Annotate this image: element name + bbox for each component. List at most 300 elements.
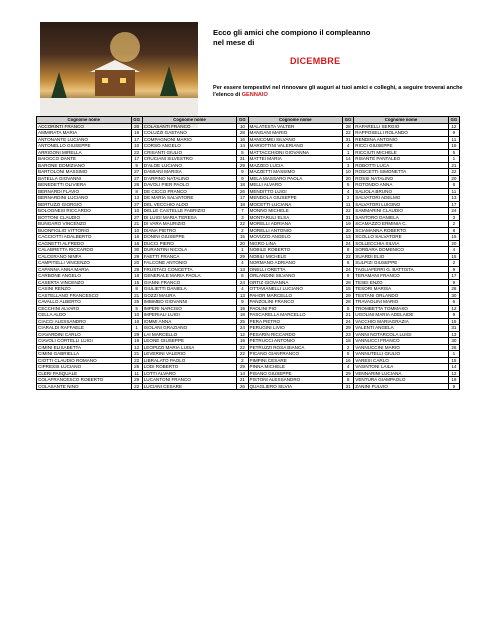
member-name: FRUSTACI CONCETTA [142, 266, 237, 273]
birthday-day: 14 [237, 370, 248, 377]
member-name: RISANTE PANTALEO [354, 156, 449, 163]
member-name: DI LUIGI MARIA TERESA [142, 214, 237, 221]
member-name: DUCCI PIERO [142, 240, 237, 247]
birthday-day: 17 [448, 201, 459, 208]
birthday-day: 10 [131, 208, 142, 215]
member-name: LAI MARCELLO [142, 331, 237, 338]
member-name: GENERALE MARIA PAOLA [142, 273, 237, 280]
member-name: LUCIANI CESARE [142, 383, 237, 390]
member-name: MAZZETTI MASSIMO [248, 169, 343, 176]
birthday-day: 12 [448, 370, 459, 377]
member-name: SAMMARINI CLAUDIO [354, 208, 449, 215]
member-name: BAIOCCO DANTE [37, 156, 132, 163]
member-name: CAMPITELLI VINCENZO [37, 260, 132, 267]
member-name: CELLA ALDO [37, 312, 132, 319]
member-name: MELLI ALVARO [248, 182, 343, 189]
member-name: CALCERANO NINFA [37, 253, 132, 260]
birthday-day: 20 [343, 175, 354, 182]
birthday-day: 24 [343, 240, 354, 247]
birthday-day: 9 [448, 266, 459, 273]
birthday-day: 15 [448, 143, 459, 150]
birthday-day: 15 [448, 234, 459, 241]
member-name: ROTONDO ANNA [354, 182, 449, 189]
member-name: TESTANI ORLANDO [354, 292, 449, 299]
member-name: PETRUCCI ANTONIO [248, 338, 343, 345]
member-name: IMBIMBO GIOVANNI [142, 299, 237, 306]
birthday-day: 15 [237, 234, 248, 241]
tree-right [160, 66, 178, 96]
birthday-day: 15 [448, 318, 459, 325]
member-name: BERTUZZI GIORGIO [37, 201, 132, 208]
member-name: BUNGARO VINCENZO [37, 221, 132, 228]
member-name: D'ALOE LUCIANO [142, 162, 237, 169]
birthday-day: 18 [343, 338, 354, 345]
member-name: CAVALLO ALBERTO [37, 299, 132, 306]
column-header-day: GG [237, 117, 248, 124]
member-name: IMPERI NARCISO [142, 305, 237, 312]
birthday-day: 20 [131, 260, 142, 267]
birthday-day: 22 [131, 357, 142, 364]
member-name: SALIOLA BRUNO [354, 188, 449, 195]
member-name: DIANA PIETRO [142, 227, 237, 234]
birthday-day: 8 [131, 188, 142, 195]
member-name: CAPANNA ANNA MARIA [37, 266, 132, 273]
member-name: MONTARULI ELSA [248, 214, 343, 221]
column-header-day: GG [448, 117, 459, 124]
birthday-day: 28 [448, 286, 459, 293]
birthday-day: 8 [343, 247, 354, 254]
birthday-day: 1 [237, 247, 248, 254]
birthday-day: 21 [448, 162, 459, 169]
member-name: QUAGLIERO SILVIA [248, 383, 343, 390]
birthday-day: 8 [343, 377, 354, 384]
member-name: UGOLINI MARIA ADELAIDE [354, 312, 449, 319]
birthday-table [36, 116, 460, 390]
birthday-day: 1 [448, 351, 459, 358]
member-name: VALENTI ANGELA [354, 325, 449, 332]
birthday-day: 13 [448, 195, 459, 202]
birthday-day: 10 [131, 143, 142, 150]
member-name: DAMIANI MARISA [142, 169, 237, 176]
member-name: CIPRESSI LUCIANO [37, 364, 132, 371]
birthday-day: 25 [237, 318, 248, 325]
member-name: DEL VECCHIO ALDO [142, 201, 237, 208]
birthday-day: 2 [448, 260, 459, 267]
member-name: SCAMAZZO ERMINIA C. [354, 221, 449, 228]
birthday-day: 5 [343, 305, 354, 312]
birthday-day: 4 [237, 260, 248, 267]
birthday-day: 28 [237, 130, 248, 137]
birthday-day: 2 [237, 227, 248, 234]
member-name: DURANTINI NICOLA [142, 247, 237, 254]
birthday-day: 15 [448, 253, 459, 260]
member-name: VANNUCCI FRANCO [354, 338, 449, 345]
moon-glow [110, 32, 140, 62]
birthday-day: 17 [131, 156, 142, 163]
birthday-day: 21 [343, 312, 354, 319]
birthday-day: 26 [131, 182, 142, 189]
birthday-day: 29 [237, 364, 248, 371]
member-name: BOTTONI CLAUDIO [37, 214, 132, 221]
member-name: SCIAMANNA ROBERTO [354, 227, 449, 234]
birthday-day: 31 [448, 325, 459, 332]
birthday-day: 15 [343, 286, 354, 293]
birthday-day: 11 [343, 201, 354, 208]
birthday-day: 9 [237, 299, 248, 306]
birthday-day: 17 [448, 273, 459, 280]
birthday-day: 13 [343, 234, 354, 241]
birthday-day: 1 [343, 149, 354, 156]
birthday-day: 22 [448, 169, 459, 176]
member-name: BERNARDI FLAVIO [37, 188, 132, 195]
birthday-day: 19 [343, 221, 354, 228]
member-name: PAHOR MARCELLO [248, 292, 343, 299]
birthday-day: 9 [131, 162, 142, 169]
member-name: SCOLLO SALVATORE [354, 234, 449, 241]
birthday-day: 15 [131, 279, 142, 286]
birthday-day: 16 [343, 357, 354, 364]
birthday-day: 11 [448, 188, 459, 195]
member-name: DE MARIA SALVATORE [142, 195, 237, 202]
member-name: PERUGINI LIVIO [248, 325, 343, 332]
member-name: MENDOLA GIUSEPPE [248, 195, 343, 202]
birthday-day: 30 [131, 247, 142, 254]
member-name: VENNARINI LUCIANA [354, 370, 449, 377]
birthday-day: 31 [237, 156, 248, 163]
birthday-day: 19 [131, 130, 142, 137]
column-header-name: Cognome nome [354, 117, 449, 124]
table-row [37, 383, 460, 390]
member-name: GIANNI FRANCO [142, 279, 237, 286]
birthday-day: 14 [448, 364, 459, 371]
member-name: ANTONELLO GIUSEPPE [37, 143, 132, 150]
birthday-day: 30 [448, 338, 459, 345]
member-name: ORLANDINI SILVANO [248, 273, 343, 280]
birthday-day: 20 [448, 240, 459, 247]
member-name: CASINI RENZO [37, 286, 132, 293]
column-header-day: GG [131, 117, 142, 124]
birthday-day: 19 [237, 305, 248, 312]
birthday-day: 5 [237, 149, 248, 156]
birthday-day: 29 [131, 331, 142, 338]
member-name: CLERI PASQUALE [37, 370, 132, 377]
member-name: ARRIGONI MIRELLA [37, 149, 132, 156]
member-name: VACCHIO MARIAGRAZIA [354, 318, 449, 325]
birthday-day: 12 [448, 123, 459, 130]
birthday-day: 13 [448, 331, 459, 338]
member-name: LEOPIZZI MARIA LUISA [142, 344, 237, 351]
member-name: TESEI ENZO [354, 279, 449, 286]
column-header-name: Cognome nome [142, 117, 237, 124]
birthday-day: 20 [131, 123, 142, 130]
birthday-day: 29 [343, 325, 354, 332]
birthday-day: 31 [343, 214, 354, 221]
info-note [213, 85, 483, 99]
birthday-day: 6 [448, 299, 459, 306]
member-name: TROMBETTA TOMMASO [354, 305, 449, 312]
member-name: CIOTTI CLAUDIO ROMANO [37, 357, 132, 364]
birthday-day: 13 [237, 292, 248, 299]
member-name: BARTOLONI MASSIMO [37, 169, 132, 176]
birthday-day: 6 [237, 273, 248, 280]
birthday-day: 16 [131, 234, 142, 241]
birthday-day: 25 [131, 299, 142, 306]
birthday-day: 19 [237, 338, 248, 345]
birthday-day: 5 [343, 351, 354, 358]
birthday-day: 24 [237, 325, 248, 332]
birthday-day: 5 [343, 182, 354, 189]
member-name: TAGLIAFERRI G. BATTISTA [354, 266, 449, 273]
member-name: BUONFIGLIO VITTORIO [37, 227, 132, 234]
member-name: PAOLINI PIO [248, 305, 343, 312]
birthday-day: 11 [448, 136, 459, 143]
birthday-day: 7 [237, 208, 248, 215]
member-name: TERAMANI FRANCO [354, 273, 449, 280]
birthday-day: 22 [237, 344, 248, 351]
member-name: PERA PIETRO [248, 318, 343, 325]
column-header-name: Cognome nome [37, 117, 132, 124]
birthday-day: 21 [131, 292, 142, 299]
member-name: DE CICCO FRANCO [142, 188, 237, 195]
member-name: ROSCETTI SIMONETTA [354, 169, 449, 176]
birthday-day: 9 [237, 175, 248, 182]
member-name: DI VARA MAURIZIO [142, 221, 237, 228]
member-name: DELLE CASTELLE FABRIZIO [142, 208, 237, 215]
member-name: COLAFRANCESCO ROBERTO [37, 377, 132, 384]
birthday-day: 10 [131, 227, 142, 234]
birthday-day: 4 [343, 143, 354, 150]
member-name: ONELLI ORETTA [248, 266, 343, 273]
birthday-day: 15 [448, 357, 459, 364]
birthday-day: 26 [448, 344, 459, 351]
member-name: CRISANTI GIULIO [142, 149, 237, 156]
birthday-day: 10 [343, 169, 354, 176]
member-name: IMPERIALI LUIGI [142, 312, 237, 319]
birthday-day: 30 [343, 227, 354, 234]
member-name: BENEDETTI OLIVIERA [37, 182, 132, 189]
birthday-day: 5 [131, 305, 142, 312]
member-name: MATTEI MARIA [248, 156, 343, 163]
member-name: MORELLI ADRIANA [248, 221, 343, 228]
birthday-day: 16 [131, 318, 142, 325]
birthday-day: 6 [343, 260, 354, 267]
birthday-day: 21 [237, 377, 248, 384]
birthday-day: 4 [343, 188, 354, 195]
member-name: LOTTI ALVARO [142, 370, 237, 377]
member-name: NIGRO LINA [248, 240, 343, 247]
birthday-day: 20 [448, 175, 459, 182]
member-name: PISTONI ALESSANDRO [248, 377, 343, 384]
birthday-day: 22 [343, 130, 354, 137]
member-name: NORMANO ADRIANO [248, 260, 343, 267]
birthday-day: 4 [448, 247, 459, 254]
member-name: MATTACCHIONI GIOVANNA [248, 149, 343, 156]
christmas-village-photo [40, 22, 198, 128]
member-name: SALVATORI ADELMO [354, 195, 449, 202]
member-name: COLUZZI GAETANO [142, 130, 237, 137]
birthday-day: 24 [343, 318, 354, 325]
member-name: SUARDI ELIO [354, 253, 449, 260]
member-name: BATELLA GIOVANNI [37, 175, 132, 182]
member-name: CACCIOTTI ADALBERTO [37, 234, 132, 241]
member-name: TRAVAGLINI MARIO [354, 299, 449, 306]
member-name: LIBRALATO PAOLO [142, 357, 237, 364]
member-name: CASTELLANO FRANCESCO [37, 292, 132, 299]
member-name: CAGNETTI ALFREDO [37, 240, 132, 247]
member-name: PIMPINI CESARE [248, 357, 343, 364]
birthday-day: 9 [448, 130, 459, 137]
house [95, 70, 135, 96]
birthday-day: 12 [131, 344, 142, 351]
member-name: DAVOLI PIER PAOLO [142, 182, 237, 189]
birthday-day: 2 [237, 357, 248, 364]
birthday-day: 29 [131, 377, 142, 384]
member-name: RICCIUTI MICHELE [354, 149, 449, 156]
birthday-day: 1 [131, 325, 142, 332]
member-name: CECCHINI ALVARO [37, 305, 132, 312]
member-name: CIACCI ALESSANDRO [37, 318, 132, 325]
member-name: MOVIZZO ANGELO [248, 234, 343, 241]
member-name: VARESI CARLO [354, 357, 449, 364]
birthday-day: 27 [131, 175, 142, 182]
birthday-day: 23 [343, 331, 354, 338]
birthday-day: 8 [448, 227, 459, 234]
birthday-day: 5 [448, 149, 459, 156]
member-name: FALCONE ANTONIO [142, 260, 237, 267]
birthday-day: 18 [131, 273, 142, 280]
birthday-day: 3 [448, 214, 459, 221]
member-name: COMPAGNONI MARIO [142, 136, 237, 143]
birthday-day: 9 [448, 279, 459, 286]
member-name: BERNARDINI LUCIANO [37, 195, 132, 202]
birthday-day: 24 [448, 208, 459, 215]
member-name: RENDINA ANTONIO [354, 136, 449, 143]
birthday-day: 14 [237, 143, 248, 150]
member-name: CRUCIANI SILVESTRO [142, 156, 237, 163]
birthday-day: 3 [237, 214, 248, 221]
member-name: LUCANTONI FRANCO [142, 377, 237, 384]
birthday-day: 22 [131, 149, 142, 156]
birthday-day: 17 [237, 195, 248, 202]
birthday-day: 22 [237, 351, 248, 358]
birthday-day: 24 [343, 266, 354, 273]
member-name: DONINI GIUSEPPE [142, 234, 237, 241]
member-name: CIAVOLI CORTELLI LUIGI [37, 338, 132, 345]
member-name: VASINTONI LAILA [354, 364, 449, 371]
birthday-day: 13 [237, 266, 248, 273]
birthday-day: 22 [131, 383, 142, 390]
headline-line1: Ecco gli amici che compiono il compleanno [213, 28, 371, 37]
member-name: ROBOTTI LUCA [354, 162, 449, 169]
member-name: BARONE DOMIZIANO [37, 162, 132, 169]
birthday-day: 24 [237, 279, 248, 286]
member-name: IOMMI ANNA [142, 318, 237, 325]
member-name: D'ARPINO NATALINO [142, 175, 237, 182]
birthday-day: 27 [131, 201, 142, 208]
member-name: CIAVARDINI CARLO [37, 331, 132, 338]
member-name: PISANO GIUSEPPE [248, 370, 343, 377]
member-name: MONNO MICHELE [248, 208, 343, 215]
member-name: MENDITTO LUIGI [248, 188, 343, 195]
member-name: BOLOGNESI RICCARDO [37, 208, 132, 215]
member-name: RICCI GIUSEPPE [354, 143, 449, 150]
member-name: RAPPOSELLI ROLANDO [354, 130, 449, 137]
birthday-day: 2 [343, 195, 354, 202]
member-name: LODI ROBERTO [142, 364, 237, 371]
birthday-day: 31 [343, 383, 354, 390]
birthday-day: 29 [237, 162, 248, 169]
headline [213, 28, 463, 48]
birthday-day: 28 [343, 279, 354, 286]
month-title: DICEMBRE [290, 56, 341, 66]
member-name: MALATESTA VALTER [248, 123, 343, 130]
member-name: VANNUCCINI MARIO [354, 344, 449, 351]
birthday-day: 26 [237, 383, 248, 390]
birthday-day: 4 [343, 364, 354, 371]
member-name: COLASANTI FRANCO [142, 123, 237, 130]
member-name: MANGANI MARIO [248, 130, 343, 137]
birthday-day: 13 [131, 195, 142, 202]
birthday-day: 18 [237, 182, 248, 189]
member-name: NOBILI MICHELE [248, 253, 343, 260]
member-name: CIMINI GABRIELLA [37, 351, 132, 358]
birthday-day: 9 [448, 383, 459, 390]
house-window [120, 78, 126, 83]
birthday-day: 22 [237, 221, 248, 228]
birthday-day: 30 [448, 292, 459, 299]
birthday-day: 12 [448, 305, 459, 312]
member-name: CIMINI ELISABETTA [37, 344, 132, 351]
birthday-day: 20 [237, 240, 248, 247]
birthday-day: 9 [448, 312, 459, 319]
birthday-day: 18 [237, 201, 248, 208]
member-name: PASCARELLA MARCELLO [248, 312, 343, 319]
member-name: SANTORO DANIELA [354, 214, 449, 221]
member-name: RAPARELLI SERGIO [354, 123, 449, 130]
birthday-day: 26 [237, 188, 248, 195]
member-name: COLASANTE NINO [37, 383, 132, 390]
member-name: PESARIN RICCARDO [248, 331, 343, 338]
birthday-day: 2 [343, 344, 354, 351]
birthday-day: 10 [237, 123, 248, 130]
member-name: NOBILE ROBERTO [248, 247, 343, 254]
member-name: PINNA MICHELE [248, 364, 343, 371]
member-name: PICANO GIANFRANCO [248, 351, 343, 358]
house-window [102, 78, 108, 83]
birthday-day: 14 [343, 156, 354, 163]
birthday-day: 19 [448, 377, 459, 384]
birthday-day: 3 [343, 162, 354, 169]
birthday-day: 28 [131, 266, 142, 273]
member-name: SULPIZI GIUSEPPE [354, 260, 449, 267]
birthday-day: 16 [131, 240, 142, 247]
member-name: SALVATORI LUIGINO [354, 201, 449, 208]
birthday-day: 19 [131, 338, 142, 345]
column-header-name: Cognome nome [248, 117, 343, 124]
birthday-day: 29 [131, 253, 142, 260]
member-name: MELA MASSARO PAOLA [248, 175, 343, 182]
member-name: GOZZI MAURA [142, 292, 237, 299]
birthday-day: 9 [343, 273, 354, 280]
birthday-day: 21 [131, 351, 142, 358]
birthday-day: 2 [448, 221, 459, 228]
member-name: GIULIETTI DANIELA [142, 286, 237, 293]
member-name: ROSSI NATALINO [354, 175, 449, 182]
table-body [37, 123, 460, 390]
birthday-day: 11 [131, 370, 142, 377]
birthday-day: 8 [131, 286, 142, 293]
birthday-day: 17 [131, 136, 142, 143]
